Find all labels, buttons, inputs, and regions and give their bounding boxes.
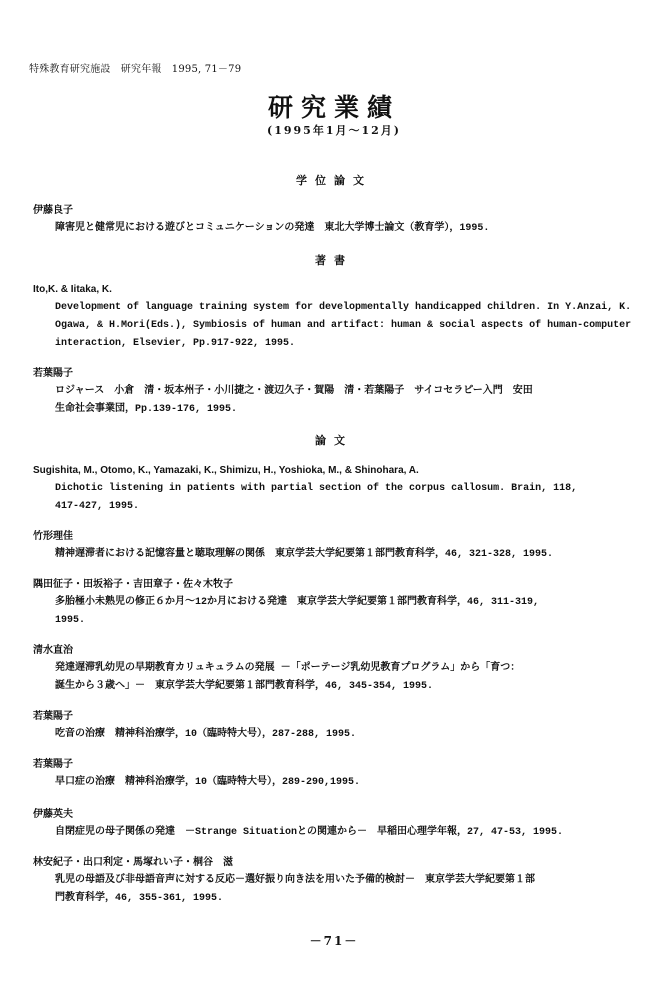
entry-citation	[33, 660, 638, 696]
citation-line: ロジャース 小倉 清・坂本州子・小川捷之・渡辺久子・賀陽 清・若葉陽子 サイコセラピー入門 安田	[55, 386, 533, 397]
citation-line: 精神遅滞者における記憶容量と聴取理解の関係 東京学芸大学紀要第１部門教育科学，46, 321-328, 1995.	[55, 549, 554, 560]
citation-line: 障害児と健常児における遊びとコミュニケーションの発達 東北大学博士論文（教育学），1995.	[55, 223, 490, 234]
citation-line: 門教育科学，46, 355-361, 1995.	[55, 893, 224, 904]
entry-citation	[33, 480, 638, 516]
citation-line: 多胎極小未熟児の修正６か月～12か月における発達 東京学芸大学紀要第１部門教育科学，46, 311-319,	[55, 597, 540, 608]
entry-citation	[33, 872, 638, 908]
citation-line: 吃音の治療 精神科治療学，10（臨時特大号），287-288, 1995.	[55, 729, 357, 740]
entry-citation	[33, 546, 638, 564]
page-title: 研究業績	[267, 93, 400, 122]
entry-citation	[33, 594, 638, 630]
citation-line: 417-427, 1995.	[55, 501, 140, 512]
citation-line: Ogawa, & H.Mori(Eds.), Symbiosis of human and artifact: human & social aspects of human-computer	[55, 320, 632, 331]
entry-citation	[33, 383, 638, 419]
citation-line: 発達遅滞乳幼児の早期教育カリュキュラムの発展 －「ポーテージ乳幼児教育プログラム」から「育つ：	[55, 663, 521, 674]
entry-citation	[33, 220, 638, 238]
entry-citation	[33, 774, 638, 792]
journal-header: 特殊教育研究施設 研究年報 1995, 71－79	[29, 64, 242, 75]
paper-entry	[33, 708, 638, 744]
paper-entry	[33, 576, 638, 630]
paper-entry	[33, 642, 638, 696]
book-entry	[33, 281, 638, 353]
entry-authors: 若葉陽子	[33, 368, 73, 379]
book-entry	[33, 365, 638, 419]
entry-citation	[33, 726, 638, 744]
section-heading-papers: 論文	[315, 434, 353, 447]
page-number: －71－	[309, 934, 359, 948]
paper-entry	[33, 854, 638, 908]
entry-authors: 若葉陽子	[33, 711, 73, 722]
citation-line: 生命社会事業団，Pp.139-176, 1995.	[55, 404, 238, 415]
entry-authors: 伊藤良子	[33, 205, 73, 216]
page-subtitle: (1995年1月～12月)	[267, 124, 401, 137]
citation-line: Dichotic listening in patients with partial section of the corpus callosum. Brain, 118,	[55, 483, 578, 494]
entry-authors: Sugishita, M., Otomo, K., Yamazaki, K., Shimizu, H., Yoshioka, M., & Shinohara, A.	[33, 465, 419, 476]
entry-authors: 若葉陽子	[33, 759, 73, 770]
entry-authors: 隅田征子・田坂裕子・吉田章子・佐々木牧子	[33, 579, 233, 590]
entry-authors: Ito,K. & Iitaka, K.	[33, 284, 112, 295]
citation-line: Development of language training system for developmentally handicapped children. In Y.Anzai, K.	[55, 302, 632, 313]
citation-line: 1995.	[55, 615, 86, 626]
entry-authors: 林安紀子・出口利定・馬塚れい子・桐谷 滋	[33, 857, 233, 868]
entry-citation	[33, 299, 638, 353]
degree-thesis-entry	[33, 202, 638, 238]
paper-entry	[33, 528, 638, 564]
citation-line: 乳児の母語及び非母語音声に対する反応－選好振り向き法を用いた予備的検討－ 東京学芸大学紀要第１部	[55, 875, 535, 886]
citation-line: 自閉症児の母子関係の発達 －Strange Situationとの関連から－ 早稲田心理学年報，27, 47-53, 1995.	[55, 827, 564, 838]
section-heading-degree-theses: 学位論文	[296, 174, 372, 187]
paper-entry	[33, 756, 638, 792]
entry-authors: 清水直治	[33, 645, 73, 656]
paper-entry	[33, 806, 638, 842]
citation-line: 早口症の治療 精神科治療学，10（臨時特大号），289-290,1995.	[55, 777, 361, 788]
entry-authors: 伊藤英夫	[33, 809, 73, 820]
citation-line: interaction, Elsevier, Pp.917-922, 1995.	[55, 338, 296, 349]
entry-citation	[33, 824, 638, 842]
section-heading-books: 著書	[315, 254, 353, 267]
paper-entry	[33, 462, 638, 516]
entry-authors: 竹形理佳	[33, 531, 73, 542]
citation-line: 誕生から３歳へ」－ 東京学芸大学紀要第１部門教育科学，46, 345-354, 1995.	[55, 681, 434, 692]
